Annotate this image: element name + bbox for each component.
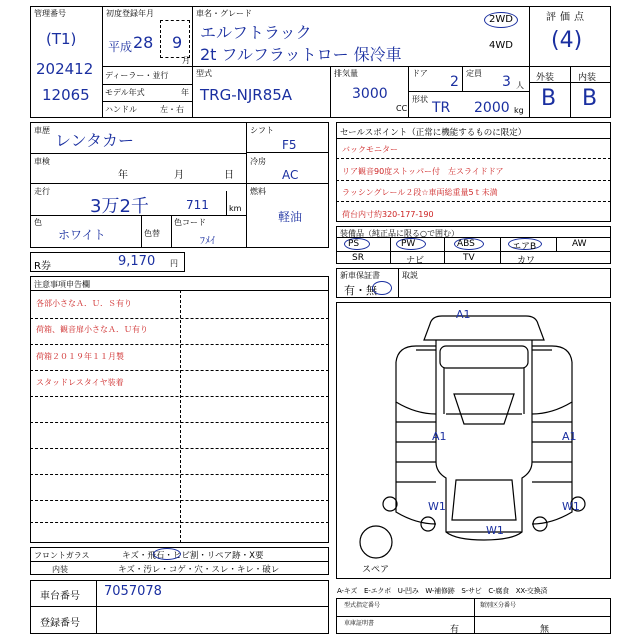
mgmt-t: (T1) — [46, 30, 77, 48]
inspection-day: 日 — [224, 170, 234, 181]
model-line1: エルフトラック — [200, 23, 312, 42]
aircon-value: AC — [282, 168, 299, 182]
history-label: 車歴 — [34, 126, 50, 135]
shape-value: TR — [432, 100, 451, 116]
aircon-label: 冷房 — [250, 157, 266, 166]
diagram-mark-a1-top: A1 — [456, 308, 471, 321]
dealer-label: ディーラー・並行 — [105, 71, 169, 80]
capacity-label: 定員 — [466, 69, 482, 78]
drive-2wd: 2WD — [489, 14, 513, 25]
fuel-value: 軽油 — [278, 210, 303, 224]
mileage-value: 3万2千 — [90, 196, 149, 217]
shape-label: 形状 — [412, 95, 428, 104]
handle-label: ハンドル — [105, 105, 137, 114]
cert-yes: 有 — [450, 625, 460, 635]
first-reg-label: 初度登録年月 — [106, 9, 154, 18]
equip-airbag: エアB — [512, 242, 537, 252]
capacity-unit: 人 — [516, 81, 524, 90]
model-spec-label: 型式指定番号 — [344, 602, 381, 609]
equip-tv: TV — [463, 253, 475, 263]
capacity-value: 3 — [502, 74, 511, 90]
mgmt-line2: 12065 — [42, 86, 90, 104]
chassis-value: 7057078 — [104, 584, 162, 599]
first-reg-year: 28 — [133, 33, 154, 52]
rticket-label: R券 — [34, 261, 51, 272]
warranty-value: 有・無 — [344, 284, 377, 297]
equip-navi: ナビ — [406, 256, 425, 266]
selling-point-1: バックモニター — [342, 145, 398, 154]
drive-4wd: 4WD — [489, 40, 513, 51]
equip-leather: カワ — [517, 256, 536, 266]
selling-point-4: 荷台内寸約320-177-190 — [342, 210, 434, 219]
model-line2: 2t フルフラットロー 保冷車 — [200, 45, 402, 64]
first-reg-month-unit: 月 — [182, 56, 190, 65]
equip-pw: PW — [401, 239, 416, 249]
selling-point-2: リア観音90度ストッパー付 左スライドドア — [342, 167, 504, 176]
color-value: ホワイト — [58, 228, 106, 242]
class-label: 類別区分番号 — [480, 602, 517, 609]
diagram-mark-w1-front: W1 — [486, 524, 504, 537]
warranty-label: 新車保証書 — [340, 271, 380, 280]
doors-label: ドア — [412, 69, 428, 78]
rating-label: 評価点 — [546, 12, 588, 23]
mileage-extra: 711 — [186, 198, 209, 212]
first-reg-era: 平成 — [108, 40, 133, 54]
mgmt-label: 管理番号 — [34, 9, 66, 18]
equip-abs: ABS — [457, 239, 475, 249]
damage-legend: A-キズ E-エクボ U-凹み W-補修跡 S-サビ C-腐食 XX-交換済 — [337, 587, 548, 595]
model-name-label: 車名・グレード — [196, 9, 252, 18]
diagram-mark-w1-left: W1 — [428, 500, 446, 513]
model-year-suffix: 年 — [181, 88, 189, 97]
mgmt-line1: 202412 — [36, 60, 94, 78]
reg-label: 登録番号 — [40, 618, 80, 629]
chassis-label: 車台番号 — [40, 591, 80, 602]
rticket-value: 9,170 — [118, 254, 156, 269]
inspection-label: 車検 — [34, 157, 50, 166]
interior-label: 内装 — [52, 565, 68, 574]
equip-ps: PS — [348, 239, 360, 249]
shift-value: F5 — [282, 138, 297, 152]
rticket-frame — [30, 252, 185, 272]
note-line-2: 荷箱、観音扉小さなＡ．Ｕ有り — [36, 325, 148, 334]
first-reg-month: 9 — [172, 33, 183, 52]
doors-value: 2 — [450, 74, 459, 90]
diagram-mark-a1-right: A1 — [562, 430, 577, 443]
shift-label: シフト — [250, 126, 274, 135]
displacement-value: 3000 — [352, 86, 388, 102]
type-label: 型式 — [196, 69, 212, 78]
color-code-label: 色コード — [174, 218, 206, 227]
notes-title: 注意事項申告欄 — [34, 280, 90, 289]
load-unit: kg — [514, 106, 524, 115]
inspection-month: 月 — [174, 170, 184, 181]
selling-title: セールスポイント（正常に機能するものに限定） — [340, 128, 527, 138]
interior-value: キズ・汚レ・コゲ・穴・スレ・キレ・破レ — [118, 565, 280, 575]
handle-value: 左・右 — [160, 105, 184, 114]
color-code-value: ﾌﾒｲ — [200, 236, 215, 247]
color-swap-label: 色替 — [144, 229, 160, 238]
note-line-3: 荷箱２０１９年１１月製 — [36, 352, 124, 361]
mileage-unit: km — [229, 204, 242, 213]
selling-point-3: ラッシングレール２段☆車両総重量5ｔ未満 — [342, 188, 498, 197]
rating-value: (4) — [551, 28, 583, 53]
cert-no: 無 — [540, 625, 550, 635]
front-glass-label: フロントガラス — [34, 551, 90, 560]
fuel-label: 燃料 — [250, 187, 266, 196]
front-glass-value: キズ・飛石・ヒビ割・リペア跡・X要 — [122, 551, 264, 561]
equip-aw: AW — [572, 239, 587, 249]
int-grade: B — [582, 86, 598, 111]
ext-label: 外装 — [536, 73, 555, 83]
diagram-mark-w1-right: W1 — [562, 500, 580, 513]
equip-sr: SR — [352, 253, 364, 263]
spare-label: スペア — [362, 565, 390, 575]
displacement-label: 排気量 — [334, 69, 358, 78]
model-year-label: モデル年式 — [105, 88, 145, 97]
equipment-title: 装備品（純正品に限る○で囲む） — [340, 229, 459, 238]
diagram-mark-a1-left: A1 — [432, 430, 447, 443]
manual-label: 取説 — [402, 271, 418, 280]
ext-grade: B — [541, 86, 557, 111]
int-label: 内装 — [578, 73, 597, 83]
note-line-4: スタッドレスタイヤ装着 — [36, 378, 124, 387]
rticket-unit: 円 — [170, 259, 178, 268]
inspection-year: 年 — [118, 170, 128, 181]
mileage-label: 走行 — [34, 187, 50, 196]
note-line-1: 各部小さなＡ．Ｕ．Ｓ有り — [36, 299, 132, 308]
cert-label: 車庫証明書 — [344, 620, 375, 627]
color-label: 色 — [34, 218, 42, 227]
history-value: レンタカー — [55, 131, 134, 150]
load-value: 2000 — [474, 100, 510, 116]
type-value: TRG-NJR85A — [200, 86, 293, 104]
displacement-unit: CC — [396, 104, 408, 113]
